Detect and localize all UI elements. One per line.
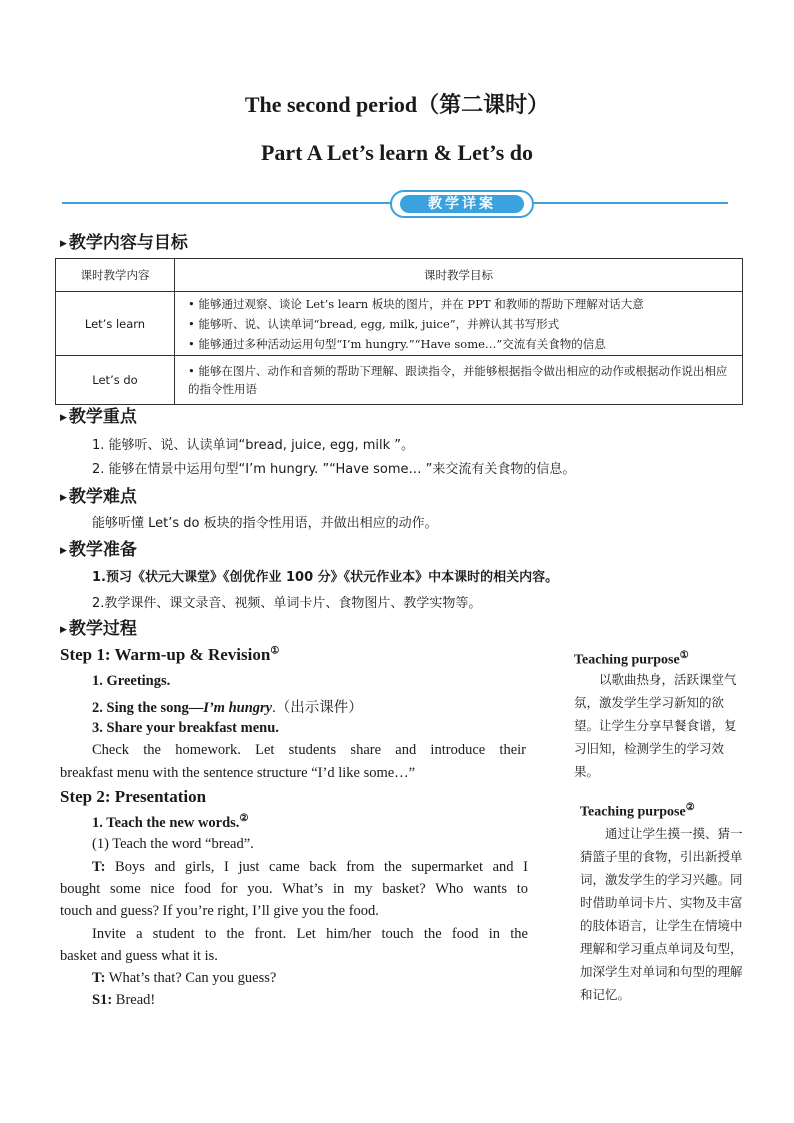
step1-paragraph-line: Check the homework. Let students share and introduce their	[92, 742, 526, 758]
table-header-cell: 课时教学目标	[175, 259, 743, 292]
dialogue-line: touch and guess? If you’re right, I’ll give you the food.	[60, 903, 379, 919]
table-header-row	[56, 259, 743, 292]
goal-item: • 能够听、说、认读单词“bread, egg, milk, juice”，并辨认其书写形式	[188, 316, 560, 331]
dialogue-line: S1: Bread!	[92, 992, 156, 1008]
banner-pill	[390, 190, 534, 218]
section-heading-preparation: ▶ 教学准备	[60, 540, 137, 560]
step1-title: Step 1: Warm-up & Revision①	[60, 645, 280, 664]
step2-title: Step 2: Presentation	[60, 787, 207, 806]
table-cell-goals	[175, 356, 743, 405]
footnote-mark: ①	[679, 650, 689, 661]
goal-item: • 能够通过观察、谈论 Let’s learn 板块的图片，并在 PPT 和教师的帮助下理解对话大意	[188, 296, 644, 311]
instruction-line: basket and guess what it is.	[60, 948, 218, 964]
difficulty-text: 能够听懂 Let’s do 板块的指令性用语，并做出相应的动作。	[92, 516, 438, 531]
dialogue-line: T: What’s that? Can you guess?	[92, 970, 277, 986]
focus-item: 2. 能够在情景中运用句型“I’m hungry. ”“Have some… ”来交流有关食物的信息。	[92, 462, 576, 477]
section-heading-content: ▶ 教学内容与目标	[60, 233, 188, 253]
step2-item: 1. Teach the new words.②	[92, 813, 249, 831]
goal-item: • 能够通过多种活动运用句型“I’m hungry.”“Have some…”交流有关食物的信息	[188, 336, 606, 351]
triangle-bullet-icon: ▶	[60, 413, 67, 423]
banner-label: 教学详案	[400, 195, 524, 213]
song-title: I’m hungry	[203, 700, 273, 716]
triangle-bullet-icon: ▶	[60, 239, 67, 249]
table-cell-goals	[175, 292, 743, 356]
side-note-title: Teaching purpose①	[574, 650, 689, 668]
footnote-mark: ②	[239, 813, 249, 824]
footnote-mark: ①	[270, 645, 280, 657]
goal-item: • 能够在图片、动作和音频的帮助下理解、跟读指令，并能够根据指令做出相应的动作或根据动作说出相应的指令性用语	[188, 364, 728, 396]
page-subtitle: Part A Let’s learn & Let’s do	[260, 140, 534, 165]
section-heading-process: ▶ 教学过程	[60, 619, 137, 639]
side-note-body: 以歌曲热身，活跃课堂气氛，激发学生学习新知的欲望。让学生分享早餐食谱，复习旧知，检测学生的学习效果。	[574, 672, 737, 779]
page-title: The second period（第二课时）	[244, 92, 550, 117]
triangle-bullet-icon: ▶	[60, 546, 67, 556]
table-header-cell: 课时教学内容	[56, 259, 175, 292]
step2-subitem: (1) Teach the word “bread”.	[92, 836, 254, 852]
side-note-body: 通过让学生摸一摸、猜一猜篮子里的食物，引出新授单词，激发学生的学习兴趣。同时借助单词卡片、实物及丰富的肢体语言，让学生在情境中理解和学习重点单词及句型，加深学生对单词和句型的理解和记忆。	[580, 826, 743, 1002]
table-row	[56, 292, 743, 356]
table-row	[56, 356, 743, 405]
section-heading-focus: ▶ 教学重点	[60, 407, 137, 427]
dialogue-line: bought some nice food for you. What’s in my basket? Who wants to	[60, 881, 528, 897]
triangle-bullet-icon: ▶	[60, 625, 67, 635]
goals-table	[55, 258, 743, 405]
step1-item: 3. Share your breakfast menu.	[92, 720, 279, 736]
section-heading-difficulty: ▶ 教学难点	[60, 487, 137, 507]
triangle-bullet-icon: ▶	[60, 493, 67, 503]
focus-item: 1. 能够听、说、认读单词“bread, juice, egg, milk ”。	[92, 438, 414, 453]
section-banner	[62, 186, 728, 218]
instruction-line: Invite a student to the front. Let him/her touch the food in the	[92, 926, 528, 942]
footnote-mark: ②	[685, 802, 695, 813]
step1-item: 2. Sing the song—I’m hungry.（出示课件）	[92, 700, 363, 716]
preparation-item: 1.预习《状元大课堂》《创优作业 100 分》《状元作业本》中本课时的相关内容。	[92, 570, 559, 585]
step1-item: 1. Greetings.	[92, 673, 171, 689]
side-note-title: Teaching purpose②	[580, 802, 695, 820]
table-cell-content: Let’s do	[56, 356, 175, 405]
dialogue-line: T: Boys and girls, I just came back from the supermarket and I	[92, 859, 528, 875]
step1-paragraph-line: breakfast menu with the sentence structure “I’d like some…”	[60, 765, 416, 781]
table-cell-content: Let’s learn	[56, 292, 175, 356]
preparation-item: 2.教学课件、课文录音、视频、单词卡片、食物图片、教学实物等。	[92, 596, 482, 611]
